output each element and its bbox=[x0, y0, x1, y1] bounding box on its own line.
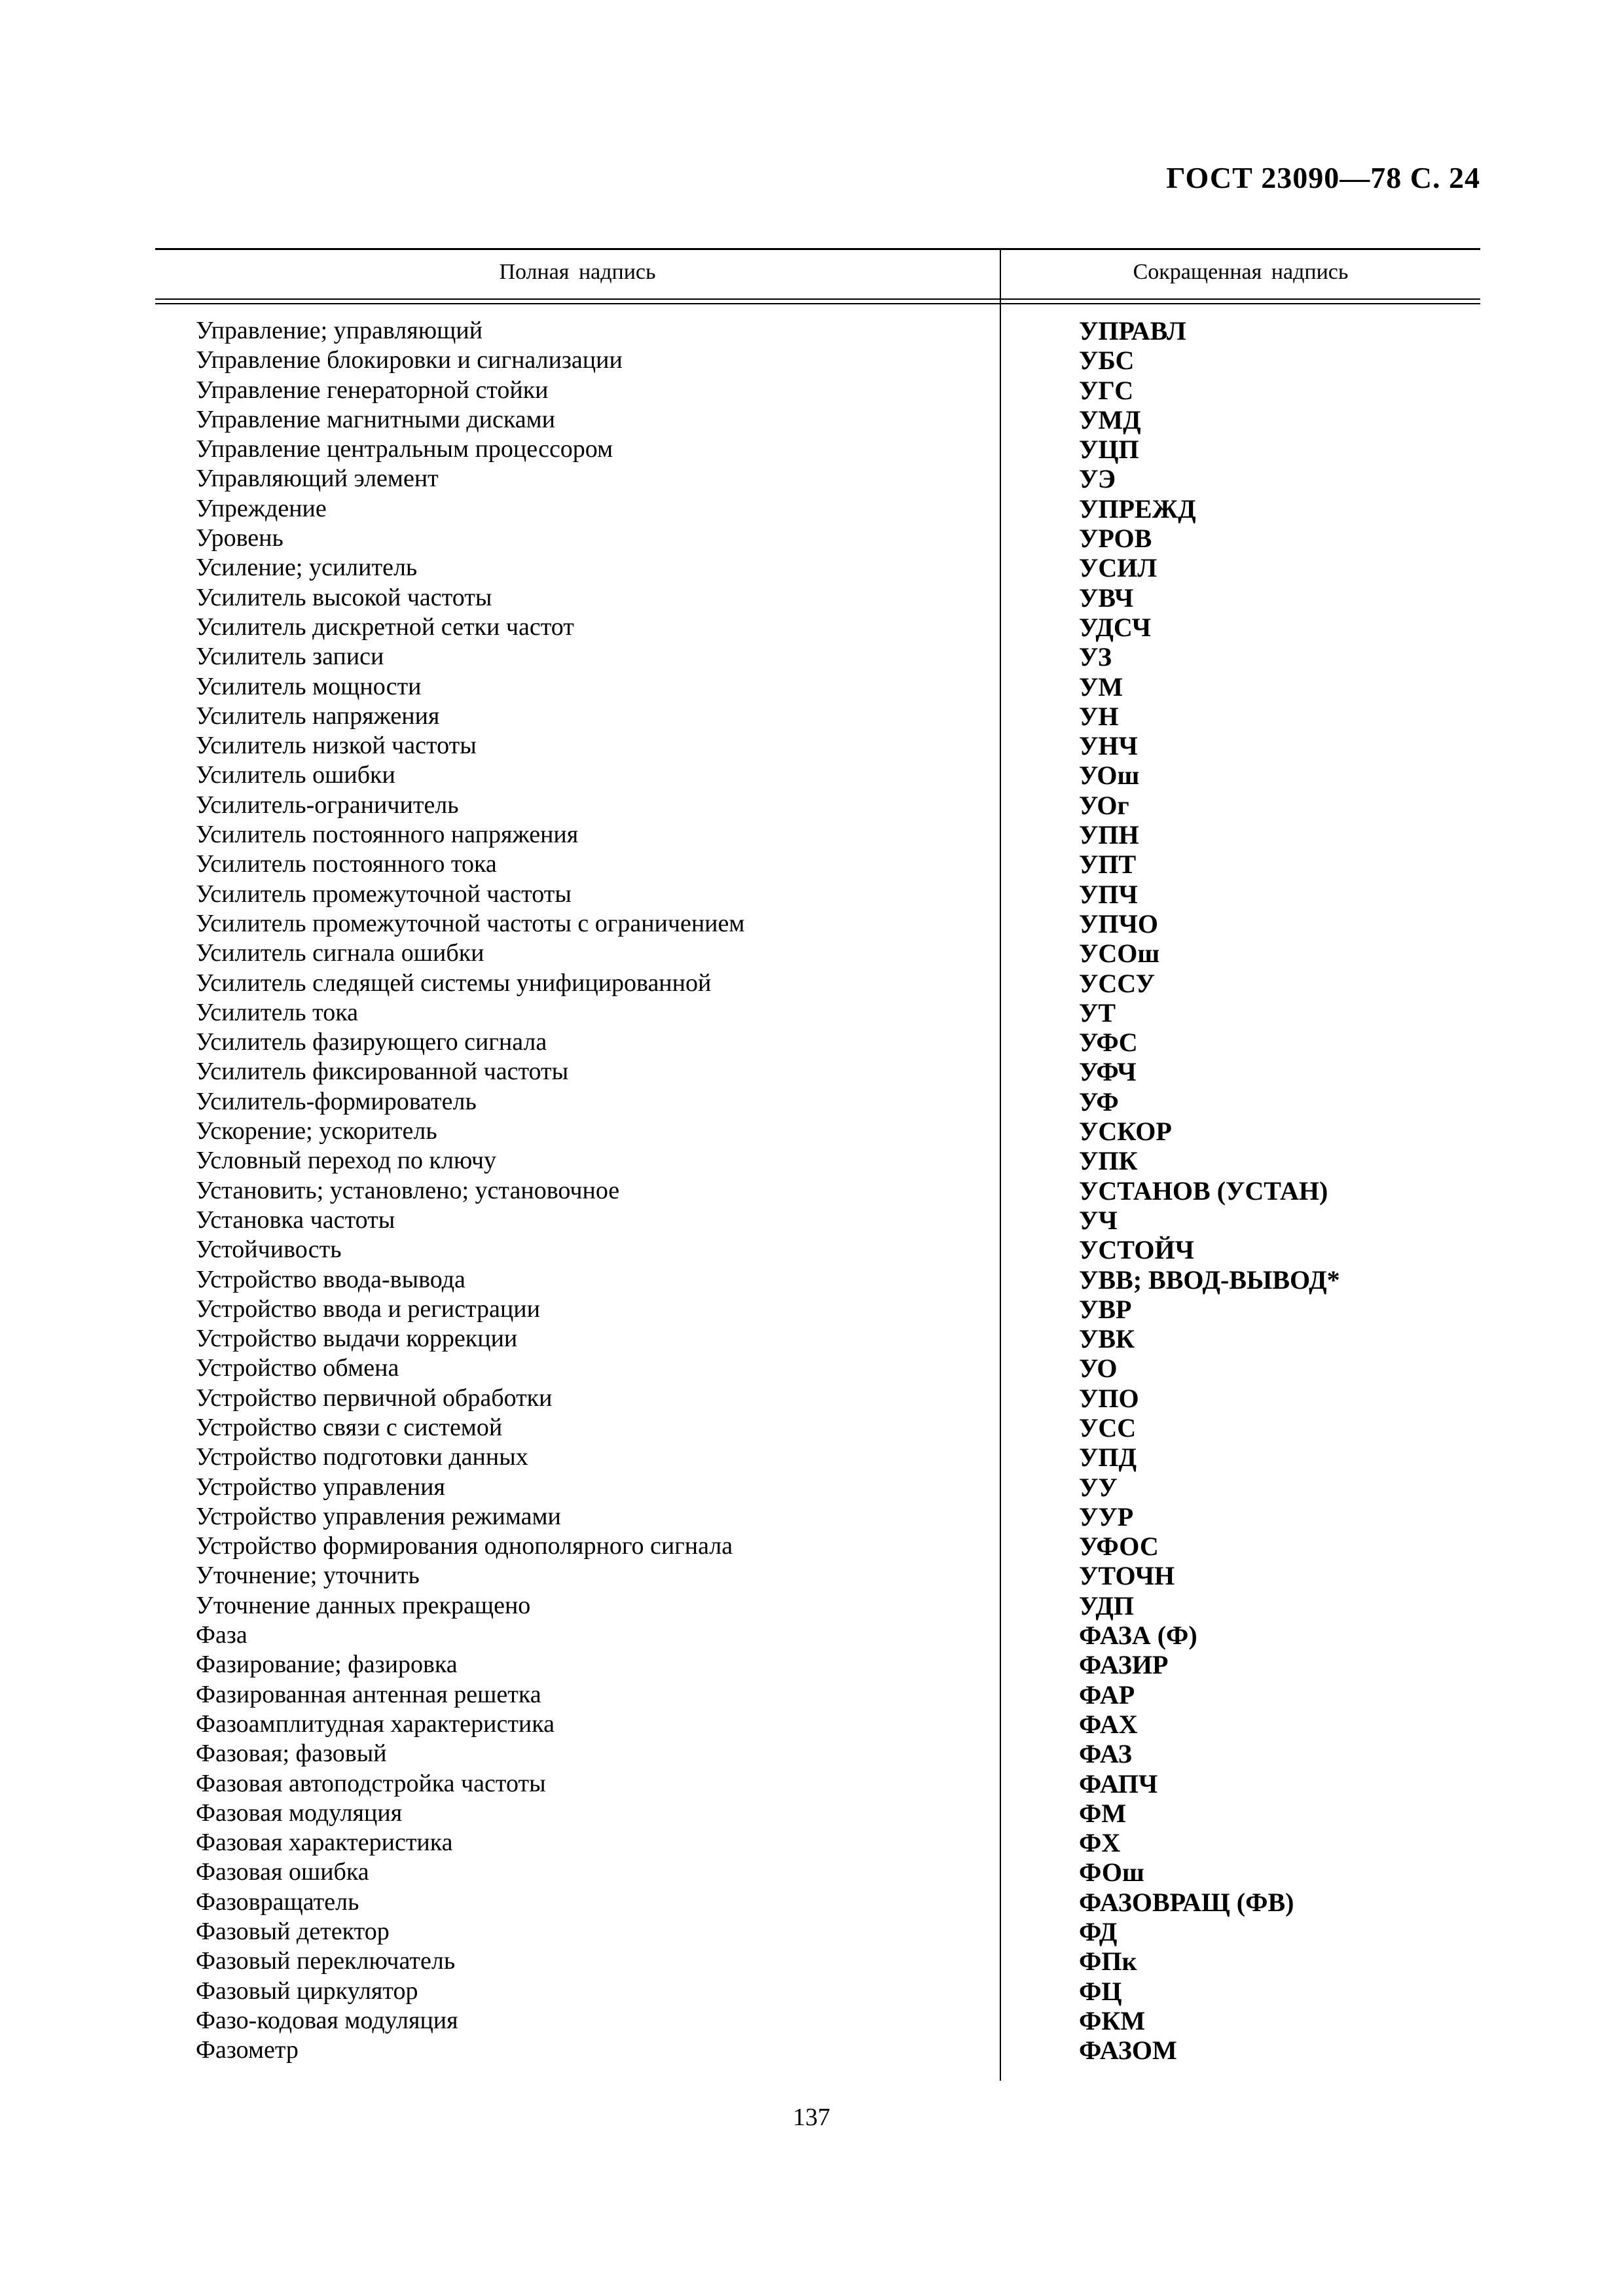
table-row bbox=[155, 1946, 1480, 1976]
abbreviated-label: УСОш bbox=[1079, 939, 1160, 969]
full-label: Фазометр bbox=[196, 2036, 299, 2064]
abbreviated-label: УБС bbox=[1079, 346, 1135, 376]
table-row bbox=[155, 1295, 1480, 1324]
full-label: Управление магнитными дисками bbox=[196, 405, 556, 433]
table-row bbox=[155, 1917, 1480, 1946]
table-row bbox=[155, 1117, 1480, 1146]
abbreviated-label: УСКОР bbox=[1079, 1117, 1172, 1147]
table-row bbox=[155, 1621, 1480, 1650]
page-number: 137 bbox=[793, 2104, 830, 2131]
abbreviated-label: ФД bbox=[1079, 1917, 1118, 1947]
table-row bbox=[155, 1769, 1480, 1799]
table-row bbox=[155, 1354, 1480, 1383]
full-label: Установка частоты bbox=[196, 1206, 395, 1234]
full-label: Упреждение bbox=[196, 494, 327, 522]
full-label: Фазовый циркулятор bbox=[196, 1977, 418, 2005]
abbreviated-label: УСТОЙЧ bbox=[1079, 1235, 1194, 1265]
full-label: Уровень bbox=[196, 524, 283, 552]
full-label: Усилитель записи bbox=[196, 643, 384, 671]
full-label: Усилитель-ограничитель bbox=[196, 791, 459, 819]
full-label: Усилитель фазирующего сигнала bbox=[196, 1028, 547, 1056]
abbreviated-label: УВР bbox=[1079, 1294, 1132, 1324]
table-row bbox=[155, 524, 1480, 553]
abbreviated-label: УФОС bbox=[1079, 1532, 1159, 1562]
abbreviated-label: УО bbox=[1079, 1354, 1118, 1384]
table-top-rule bbox=[155, 248, 1480, 250]
abbreviated-label: УСИЛ bbox=[1079, 553, 1158, 583]
full-label: Усилитель высокой частоты bbox=[196, 583, 492, 611]
full-label: Устройство формирования однополярного сигнала bbox=[196, 1532, 733, 1560]
abbreviated-label: ФАЗА (Ф) bbox=[1079, 1621, 1197, 1651]
abbreviated-label: УПЧО bbox=[1079, 908, 1158, 939]
abbreviated-label: УПРЕЖД bbox=[1079, 493, 1196, 524]
table-row bbox=[155, 316, 1480, 346]
abbreviated-label: УПТ bbox=[1079, 850, 1137, 880]
full-label: Фазовый детектор bbox=[196, 1918, 390, 1946]
full-label: Устройство ввода-вывода bbox=[196, 1265, 465, 1293]
full-label: Устройство обмена bbox=[196, 1354, 399, 1382]
abbreviated-label: УМ bbox=[1079, 672, 1123, 702]
table-row bbox=[155, 1828, 1480, 1857]
abbreviated-label: УФЧ bbox=[1079, 1057, 1137, 1087]
table-row bbox=[155, 1057, 1480, 1086]
table-row bbox=[155, 1977, 1480, 2006]
table-row bbox=[155, 791, 1480, 820]
table-row bbox=[155, 1028, 1480, 1057]
full-label: Устройство выдачи коррекции bbox=[196, 1325, 518, 1353]
abbreviated-label: ФАЗ bbox=[1079, 1739, 1132, 1769]
abbreviated-label: УПЧ bbox=[1079, 879, 1138, 909]
table-row bbox=[155, 1502, 1480, 1532]
table-row bbox=[155, 850, 1480, 879]
full-label: Усилитель следящей системы унифицированной bbox=[196, 969, 712, 997]
abbreviated-label: УПРАВЛ bbox=[1079, 316, 1186, 346]
table-row bbox=[155, 1176, 1480, 1206]
full-label: Фазовая характеристика bbox=[196, 1829, 453, 1857]
table-row bbox=[155, 1561, 1480, 1590]
abbreviated-label: УОг bbox=[1079, 790, 1129, 820]
abbreviated-label: ФАЗОВРАЩ (ФВ) bbox=[1079, 1887, 1294, 1917]
full-label: Фазовая; фазовый bbox=[196, 1740, 387, 1768]
full-label: Фазовая ошибка bbox=[196, 1858, 369, 1886]
table-row bbox=[155, 464, 1480, 493]
abbreviated-label: УГС bbox=[1079, 375, 1134, 405]
full-label: Усилитель сигнала ошибки bbox=[196, 939, 484, 967]
full-label: Усилитель ошибки bbox=[196, 761, 395, 789]
abbreviated-label: ФАПЧ bbox=[1079, 1768, 1158, 1799]
abbreviated-label: УН bbox=[1079, 701, 1119, 731]
abbreviated-label: ФМ bbox=[1079, 1798, 1127, 1828]
table-row bbox=[155, 1857, 1480, 1887]
table-row bbox=[155, 346, 1480, 375]
full-label: Фазо-кодовая модуляция bbox=[196, 2006, 458, 2034]
abbreviated-label: УССУ bbox=[1079, 968, 1155, 998]
full-label: Управление; управляющий bbox=[196, 317, 483, 344]
abbreviated-label: УВЧ bbox=[1079, 583, 1134, 613]
table-row bbox=[155, 1650, 1480, 1679]
full-label: Установить; установлено; установочное bbox=[196, 1176, 620, 1204]
abbreviated-label: ФХ bbox=[1079, 1828, 1121, 1858]
table-row bbox=[155, 880, 1480, 909]
table-row bbox=[155, 731, 1480, 761]
table-row bbox=[155, 1146, 1480, 1175]
abbreviated-label: ФПк bbox=[1079, 1946, 1137, 1977]
full-label: Усилитель постоянного напряжения bbox=[196, 821, 579, 849]
table-row bbox=[155, 761, 1480, 790]
abbreviated-label: УСС bbox=[1079, 1412, 1137, 1443]
full-label: Устройство управления режимами bbox=[196, 1502, 561, 1530]
abbreviated-label: ФАЗИР bbox=[1079, 1650, 1169, 1680]
column-header-abbreviated: Сокращенная надпись bbox=[1133, 260, 1349, 284]
table-row bbox=[155, 553, 1480, 583]
table-row bbox=[155, 1473, 1480, 1502]
table-row bbox=[155, 2006, 1480, 2036]
full-label: Усиление; усилитель bbox=[196, 554, 418, 582]
abbreviated-label: УЗ bbox=[1079, 642, 1112, 672]
table-row bbox=[155, 1739, 1480, 1768]
table-row bbox=[155, 820, 1480, 850]
full-label: Фаза bbox=[196, 1621, 247, 1649]
abbreviated-label: УУР bbox=[1079, 1501, 1134, 1532]
abbreviated-label: ФОш bbox=[1079, 1857, 1144, 1888]
table-row bbox=[155, 1888, 1480, 1917]
full-label: Фазовый переключатель bbox=[196, 1947, 456, 1975]
table-row bbox=[155, 1680, 1480, 1710]
full-label: Уточнение; уточнить bbox=[196, 1562, 420, 1590]
table-row bbox=[155, 494, 1480, 524]
full-label: Устройство связи с системой bbox=[196, 1413, 503, 1441]
abbreviated-label: ФАР bbox=[1079, 1679, 1135, 1710]
full-label: Фазированная антенная решетка bbox=[196, 1680, 541, 1708]
abbreviated-label: ФКМ bbox=[1079, 2005, 1146, 2036]
full-label: Устройство подготовки данных bbox=[196, 1443, 528, 1471]
abbreviated-label: УРОВ bbox=[1079, 524, 1152, 554]
full-label: Фазовая автоподстройка частоты bbox=[196, 1769, 546, 1797]
abbreviated-label: УНЧ bbox=[1079, 731, 1138, 761]
table-row bbox=[155, 376, 1480, 405]
table-row bbox=[155, 1799, 1480, 1828]
full-label: Усилитель промежуточной частоты bbox=[196, 880, 572, 908]
abbreviated-label: УВВ; ВВОД-ВЫВОД* bbox=[1079, 1265, 1340, 1295]
table-row bbox=[155, 672, 1480, 702]
table-row bbox=[155, 642, 1480, 672]
full-label: Управляющий элемент bbox=[196, 465, 439, 493]
abbreviated-label: УПН bbox=[1079, 820, 1139, 850]
abbreviated-label: УПК bbox=[1079, 1146, 1138, 1176]
full-label: Управление блокировки и сигнализации bbox=[196, 346, 623, 374]
abbreviated-label: УВК bbox=[1079, 1324, 1135, 1354]
table-row bbox=[155, 969, 1480, 998]
abbreviated-label: УЭ bbox=[1079, 464, 1116, 494]
abbreviated-label: УУ bbox=[1079, 1472, 1118, 1502]
column-header-full: Полная надпись bbox=[499, 260, 656, 284]
table-row bbox=[155, 1206, 1480, 1235]
table-row bbox=[155, 998, 1480, 1028]
abbreviated-label: УФ bbox=[1079, 1086, 1119, 1117]
full-label: Уточнение данных прекращено bbox=[196, 1591, 531, 1619]
full-label: Усилитель постоянного тока bbox=[196, 850, 497, 878]
full-label: Устойчивость bbox=[196, 1236, 342, 1264]
full-label: Усилитель промежуточной частоты с ограничением bbox=[196, 909, 745, 937]
table-row bbox=[155, 1532, 1480, 1561]
full-label: Усилитель напряжения bbox=[196, 702, 440, 730]
abbreviated-label: УОш bbox=[1079, 761, 1140, 791]
table-row bbox=[155, 2036, 1480, 2065]
abbreviated-label: УДП bbox=[1079, 1590, 1134, 1621]
full-label: Усилитель тока bbox=[196, 998, 358, 1026]
abbreviated-label: УТ bbox=[1079, 997, 1116, 1028]
table-row bbox=[155, 1710, 1480, 1739]
table-row bbox=[155, 939, 1480, 968]
table-row bbox=[155, 1384, 1480, 1413]
abbreviated-label: УПД bbox=[1079, 1443, 1137, 1473]
abbreviated-label: ФАЗОМ bbox=[1079, 2036, 1177, 2066]
full-label: Управление центральным процессором bbox=[196, 435, 613, 463]
table-row bbox=[155, 702, 1480, 731]
full-label: Устройство ввода и регистрации bbox=[196, 1295, 540, 1323]
full-label: Устройство управления bbox=[196, 1473, 445, 1501]
table-row bbox=[155, 1443, 1480, 1472]
table-row bbox=[155, 435, 1480, 464]
full-label: Условный переход по ключу bbox=[196, 1147, 496, 1175]
table-row bbox=[155, 1265, 1480, 1295]
table-row bbox=[155, 1413, 1480, 1443]
abbreviated-label: УТОЧН bbox=[1079, 1561, 1175, 1591]
abbreviation-table bbox=[155, 248, 1480, 2081]
abbreviated-label: ФАХ bbox=[1079, 1709, 1138, 1739]
header-double-rule-lower bbox=[155, 303, 1480, 304]
full-label: Усилитель мощности bbox=[196, 672, 422, 700]
table-row bbox=[155, 1591, 1480, 1621]
table-row bbox=[155, 1087, 1480, 1117]
table-row bbox=[155, 1235, 1480, 1265]
abbreviated-label: УФС bbox=[1079, 1028, 1138, 1058]
full-label: Фазирование; фазировка bbox=[196, 1651, 458, 1679]
full-label: Фазовая модуляция bbox=[196, 1799, 403, 1827]
table-row bbox=[155, 583, 1480, 613]
abbreviated-label: УЧ bbox=[1079, 1205, 1118, 1235]
full-label: Управление генераторной стойки bbox=[196, 376, 549, 404]
table-rows bbox=[155, 316, 1480, 2066]
table-row bbox=[155, 613, 1480, 642]
table-row bbox=[155, 1324, 1480, 1354]
page-header: ГОСТ 23090—78 С. 24 bbox=[1166, 161, 1480, 194]
full-label: Ускорение; ускоритель bbox=[196, 1117, 437, 1145]
abbreviated-label: УДСЧ bbox=[1079, 612, 1152, 642]
full-label: Фазовращатель bbox=[196, 1888, 359, 1916]
table-row bbox=[155, 909, 1480, 939]
abbreviated-label: УЦП bbox=[1079, 435, 1139, 465]
full-label: Фазоамплитудная характеристика bbox=[196, 1710, 555, 1738]
full-label: Устройство первичной обработки bbox=[196, 1384, 553, 1412]
header-double-rule-upper bbox=[155, 298, 1480, 300]
full-label: Усилитель низкой частоты bbox=[196, 732, 477, 760]
abbreviated-label: ФЦ bbox=[1079, 1976, 1122, 2006]
full-label: Усилитель дискретной сетки частот bbox=[196, 613, 574, 641]
full-label: Усилитель-формирователь bbox=[196, 1087, 477, 1115]
abbreviated-label: УПО bbox=[1079, 1383, 1139, 1413]
abbreviated-label: УСТАНОВ (УСТАН) bbox=[1079, 1175, 1328, 1206]
abbreviated-label: УМД bbox=[1079, 404, 1141, 435]
table-row bbox=[155, 405, 1480, 435]
full-label: Усилитель фиксированной частоты bbox=[196, 1058, 569, 1086]
